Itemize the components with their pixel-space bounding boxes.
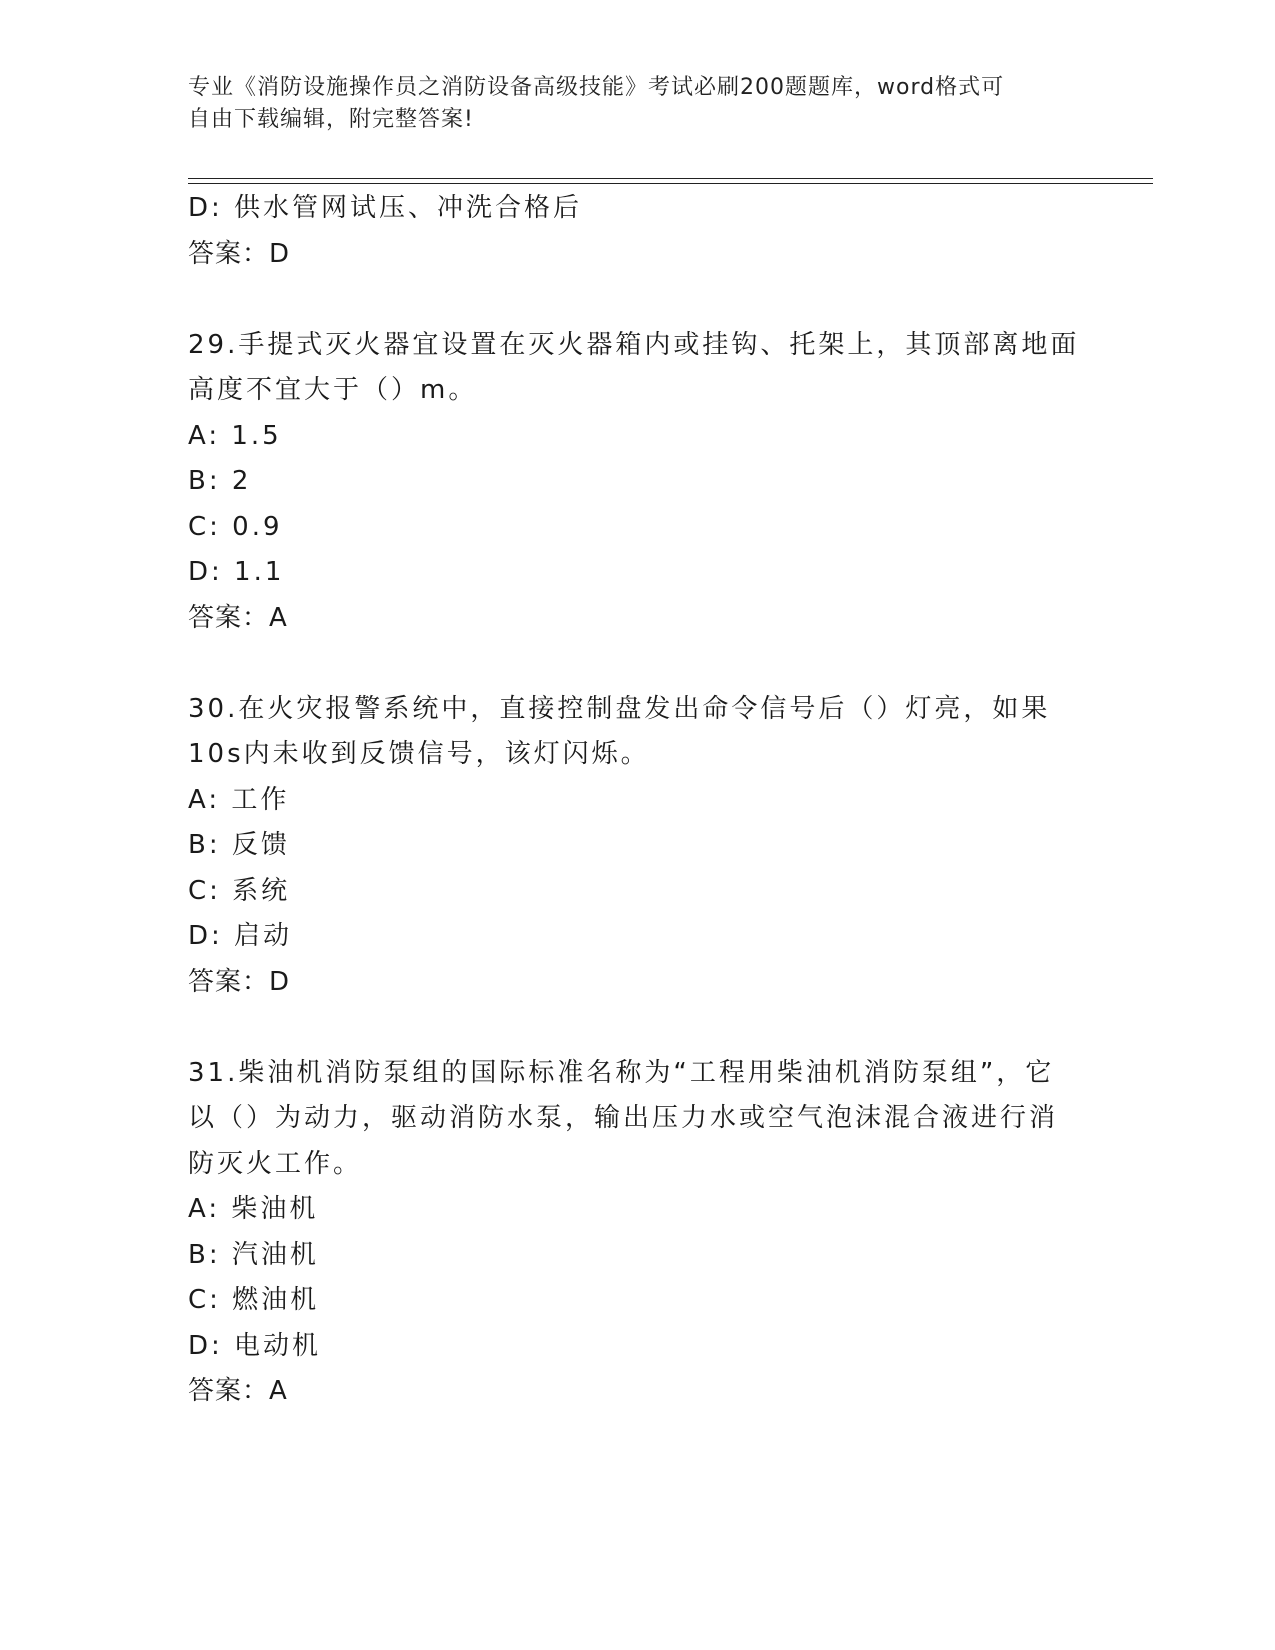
option-d: D: 1.1: [188, 557, 285, 587]
header-divider-top: [188, 178, 1153, 179]
answer-line: 答案：A: [188, 1376, 288, 1406]
option-a: A: 1.5: [188, 420, 282, 451]
question-text-line: 29.手提式灭火器宜设置在灭火器箱内或挂钩、托架上，其顶部离地面: [188, 329, 1080, 360]
previous-question-tail: [188, 186, 1088, 277]
option-b: B: 2: [188, 466, 252, 496]
spacer: [188, 277, 1088, 323]
document-header: [188, 72, 1078, 136]
option-b: B: 汽油机: [188, 1239, 319, 1270]
header-line-2: 自由下载编辑，附完整答案!: [188, 107, 474, 132]
answer-line: 答案：D: [188, 238, 291, 269]
option-d: D: 电动机: [188, 1330, 322, 1361]
option-d: D: 启动: [188, 921, 293, 951]
question-text-line: 高度不宜大于（）m。: [188, 375, 478, 405]
question-text-line: 31.柴油机消防泵组的国际标准名称为“工程用柴油机消防泵组”，它: [188, 1057, 1055, 1088]
question-text-line: 30.在火灾报警系统中，直接控制盘发出命令信号后（）灯亮，如果: [188, 693, 1051, 724]
header-divider-bottom: [188, 183, 1153, 184]
option-b: B: 反馈: [188, 830, 290, 860]
answer-line: 答案：A: [188, 602, 288, 633]
question-31: [188, 1051, 1088, 1415]
option-c: C: 0.9: [188, 511, 283, 542]
question-text-line: 防灭火工作。: [188, 1148, 363, 1179]
header-line-1: 专业《消防设施操作员之消防设备高级技能》考试必刷200题题库，word格式可: [188, 75, 1005, 100]
answer-line: 答案：D: [188, 966, 291, 997]
question-30: [188, 687, 1088, 1006]
option-a: A: 工作: [188, 784, 290, 815]
question-text-line: 10s内未收到反馈信号，该灯闪烁。: [188, 739, 650, 769]
option-c: C: 燃油机: [188, 1285, 320, 1315]
option-d: D: 供水管网试压、冲洗合格后: [188, 193, 583, 223]
question-29: [188, 323, 1088, 642]
spacer: [188, 1005, 1088, 1051]
question-text-line: 以（）为动力，驱动消防水泵，输出压力水或空气泡沫混合液进行消: [188, 1103, 1059, 1133]
spacer: [188, 641, 1088, 687]
document-body: [188, 186, 1088, 1415]
option-c: C: 系统: [188, 875, 291, 906]
option-a: A: 柴油机: [188, 1194, 319, 1224]
